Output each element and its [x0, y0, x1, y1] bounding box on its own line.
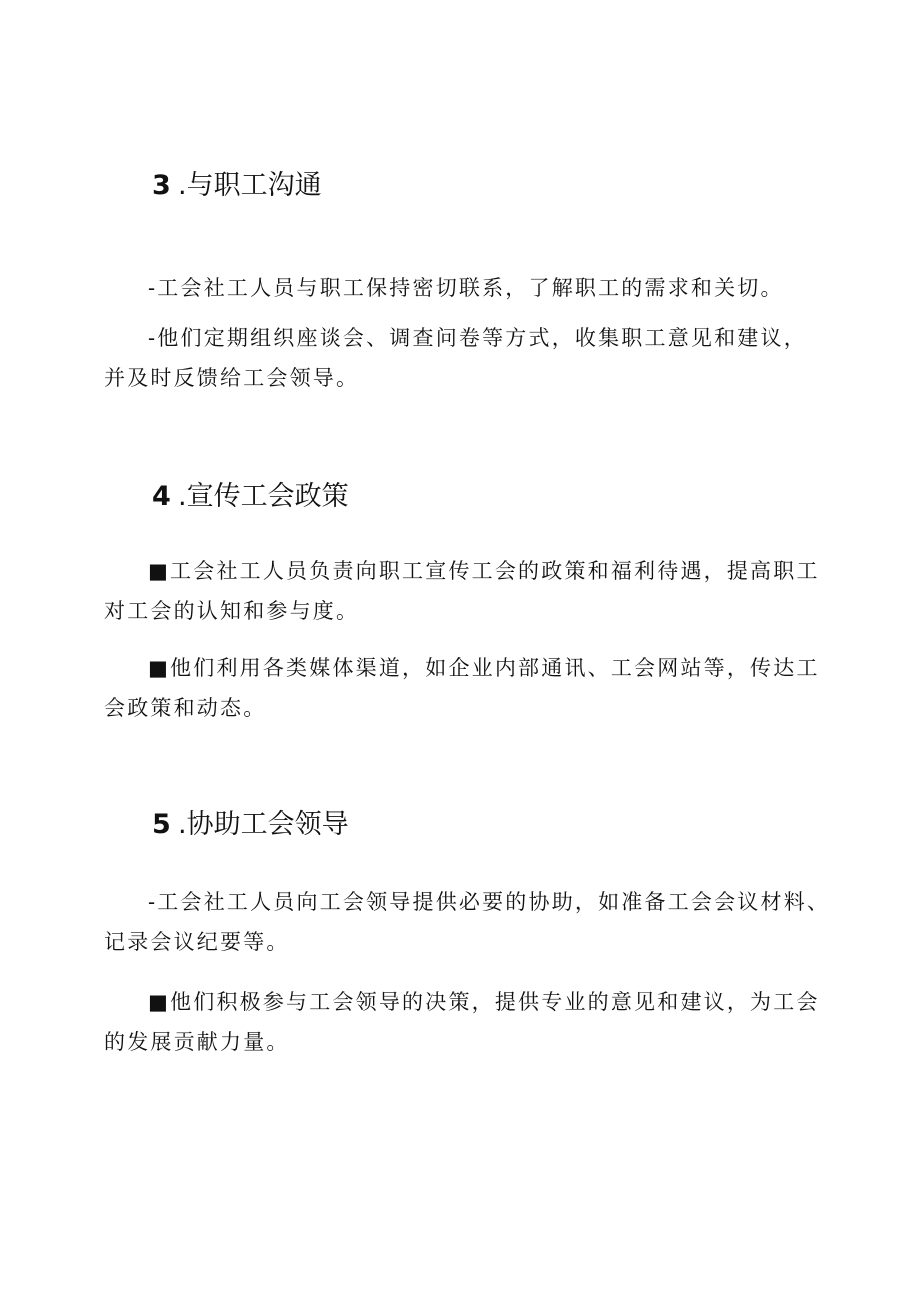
section-number: 5 [152, 809, 171, 840]
paragraph [104, 551, 824, 631]
section-title: .与职工沟通 [178, 170, 322, 201]
section-heading [152, 480, 349, 514]
dash-marker: - [148, 890, 158, 914]
paragraph [104, 268, 824, 308]
paragraph-line: 对工会的认知和参与度。 [104, 599, 360, 623]
section-number: 3 [152, 170, 171, 201]
paragraph-line: 记录会议纪要等。 [104, 930, 290, 954]
paragraph-line: 会政策和动态。 [104, 696, 267, 720]
paragraph-line: 工会社工人员与职工保持密切联系，了解职工的需求和关切。 [157, 276, 784, 300]
paragraph-line: 他们积极参与工会领导的决策，提供专业的意见和建议，为工会 [170, 990, 820, 1014]
paragraph [104, 318, 824, 398]
section-title: .协助工会领导 [178, 809, 349, 840]
section-title: .宣传工会政策 [178, 481, 349, 512]
section-heading [152, 808, 349, 842]
dash-marker: - [148, 276, 158, 300]
paragraph-line: 并及时反馈给工会领导。 [104, 366, 360, 390]
paragraph [104, 882, 831, 962]
paragraph [104, 648, 824, 728]
paragraph-line: 他们定期组织座谈会、调查问卷等方式，收集职工意见和建议， [157, 326, 807, 350]
paragraph-line: 工会社工人员向工会领导提供必要的协助，如准备工会会议材料、 [157, 890, 831, 914]
paragraph-line: 工会社工人员负责向职工宣传工会的政策和福利待遇，提高职工 [170, 559, 820, 583]
paragraph-line: 他们利用各类媒体渠道，如企业内部通讯、工会网站等，传达工 [170, 656, 820, 680]
dash-marker: - [148, 326, 158, 350]
square-bullet-icon: ■ [148, 656, 171, 680]
section-heading [152, 169, 322, 203]
paragraph-line: 的发展贡献力量。 [104, 1030, 290, 1054]
square-bullet-icon: ■ [148, 559, 171, 583]
section-number: 4 [152, 481, 171, 512]
paragraph [104, 982, 824, 1062]
square-bullet-icon: ■ [148, 990, 171, 1014]
